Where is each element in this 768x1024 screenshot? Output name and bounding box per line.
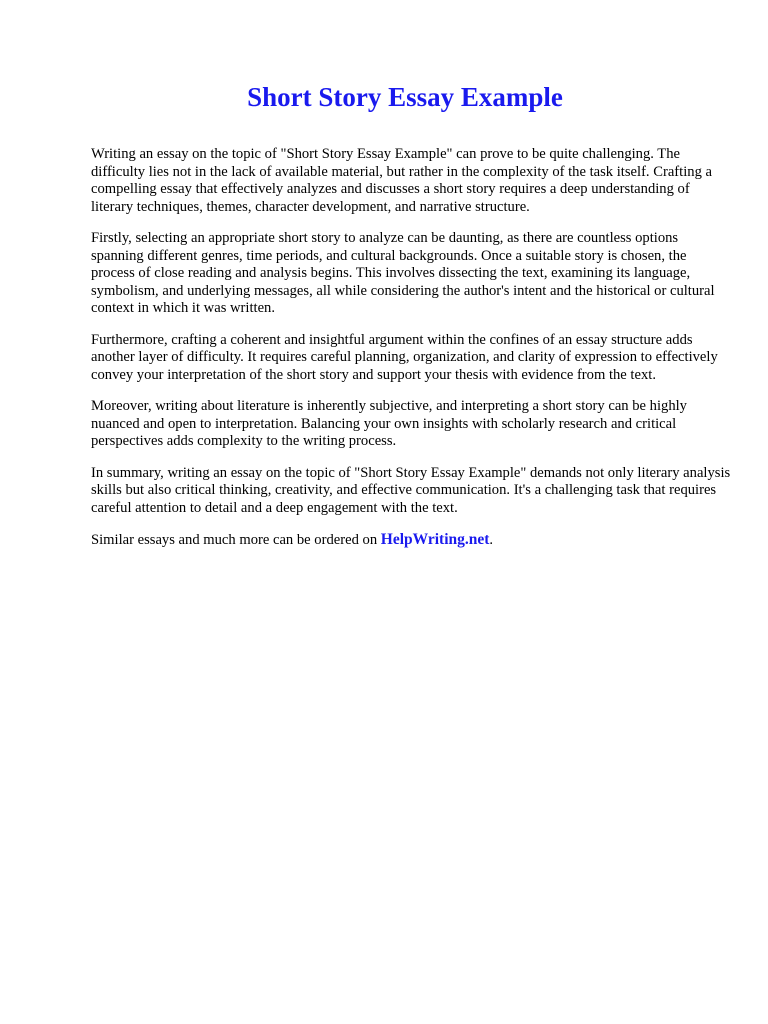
closing-suffix: . [489,532,494,548]
paragraph-intro: Writing an essay on the topic of "Short Story Essay Example" can prove to be quite challenging. The difficulty lies not in the lack of available material, but rather in the complexity of the task itself. Crafting a compelling essay that effectively analyzes and discusses a short story requires a deep understanding of literary techniques, themes, character development, and narrative structure. [91,146,712,215]
paragraph-argument: Furthermore, crafting a coherent and insightful argument within the confines of an essay structure adds another layer of difficulty. It requires careful planning, organization, and clarity of expression to effectively convey your interpretation of the short story and support your thesis with evidence from the text. [91,331,718,383]
closing-line [91,531,731,550]
helpwriting-link[interactable]: HelpWriting.net [380,531,490,548]
paragraph-summary: In summary, writing an essay on the topic of "Short Story Essay Example" demands not only literary analysis skills but also critical thinking, creativity, and effective communication. It's a challenging task that requires careful attention to detail and a deep engagement with the text. [91,464,731,516]
closing-prefix: Similar essays and much more can be ordered on [91,532,381,548]
paragraph-selecting-story: Firstly, selecting an appropriate short story to analyze can be daunting, as there are countless options spanning different genres, time periods, and cultural backgrounds. Once a suitable story is chosen, the process of close reading and analysis begins. This involves dissecting the text, examining its language, symbolism, and underlying messages, all while considering the author's intent and the historical or cultural context in which it was written. [91,230,715,316]
paragraph-subjectivity: Moreover, writing about literature is inherently subjective, and interpreting a short story can be highly nuanced and open to interpretation. Balancing your own insights with scholarly research and critical perspectives adds complexity to the writing process. [91,398,687,449]
document-body [91,146,731,564]
document-title: Short Story Essay Example [247,82,563,112]
